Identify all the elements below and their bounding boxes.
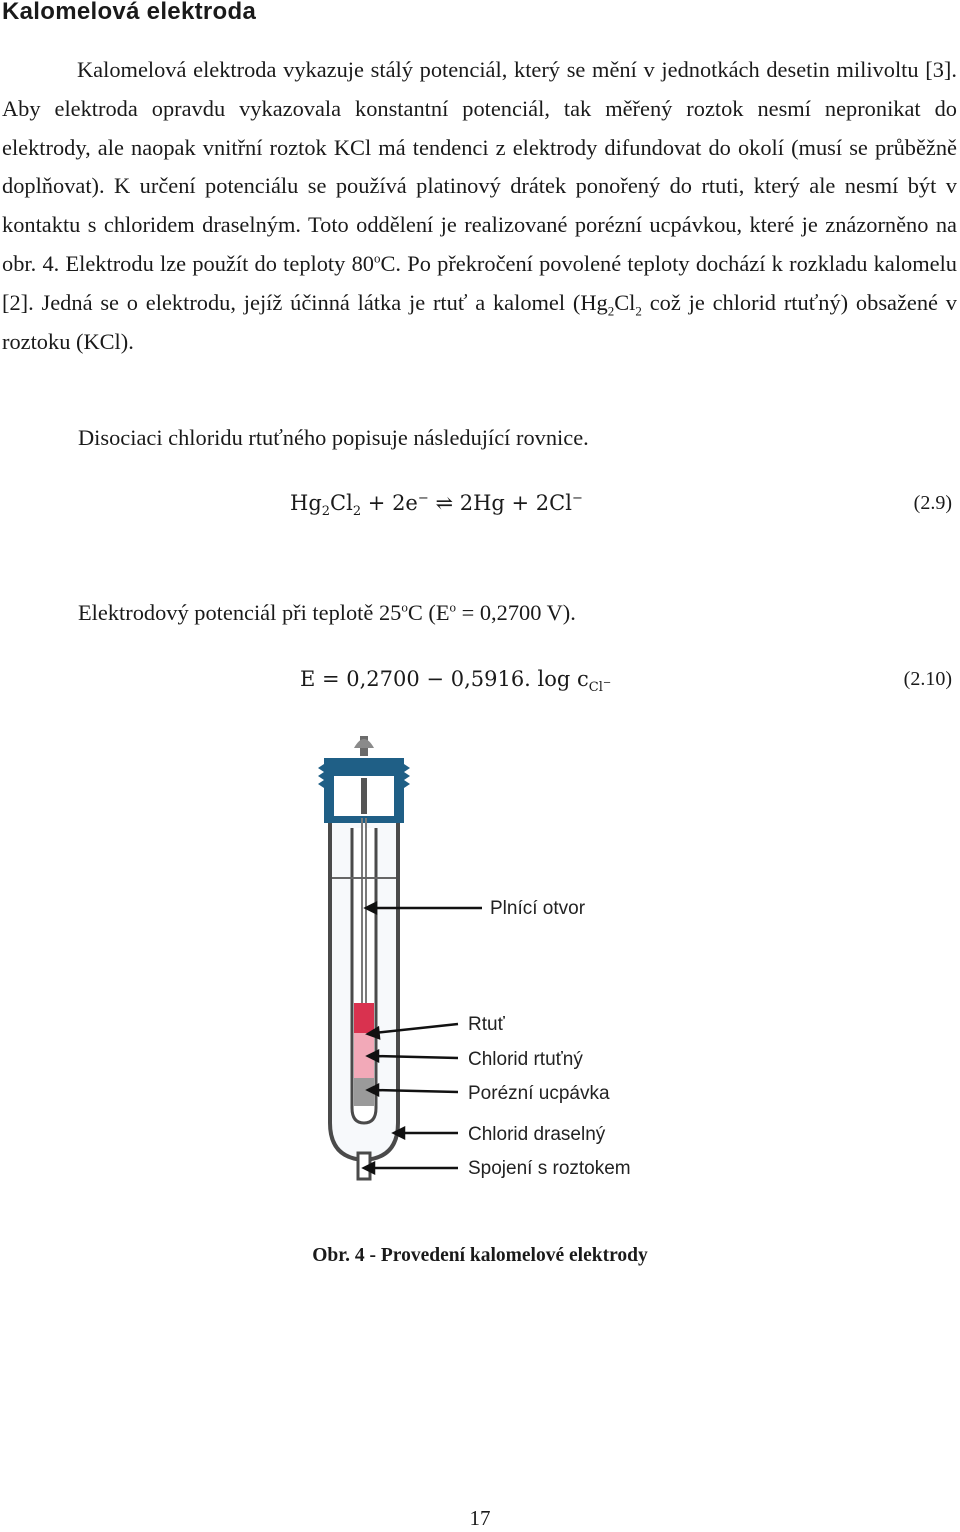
eq-cl: Cl [330, 491, 353, 515]
text: C (E [407, 600, 450, 625]
paragraph-text-b: C. Po překročení povolené teploty dochází k rozkladu kalomelu [2]. Jedná se o elektrodu, jejíž účinná látka je rtuť a kalomel (Hg [2, 250, 958, 315]
cap-stopper [361, 778, 367, 814]
paragraph-intro [2, 51, 957, 361]
sub-2a: 2 [607, 303, 615, 319]
label-mercury: Rtuť [468, 1014, 505, 1035]
eq-hg: Hg [290, 491, 322, 515]
paragraph-text-d: což je chlorid rtuťný) obsažené v roztoku (KCl). [2, 289, 957, 354]
paragraph-text: Kalomelová elektroda vykazuje stálý potenciál, který se mění v jednotkách desetin milivoltu [3]. Aby elektroda opravdu vykazovala konstantní potenciál, tak měřený roztok nesmí nepronikat do elektrody, ale naopak vnitřní roztok KCl má tendenci z elektrody difundovat do okolí (musí se průběžně doplňovat). K určení potenciálu se používá platinový drátek ponořený do rtuti, který ale nesmí být v kontaktu s chloridem draselným. Toto oddělení je realizované porézní ucpávkou, které je znázorněno na obr. 4. Elektrodu lze použít do teploty 80 [2, 57, 957, 276]
eq-sub [588, 677, 612, 696]
degree-sup: o [373, 250, 381, 266]
paragraph-potential [78, 600, 576, 626]
eq-sub-cl: Cl [588, 680, 603, 696]
knob-head [354, 739, 374, 748]
text: Elektrodový potenciál při teplotě 25 [78, 600, 402, 625]
equation-number-2-9: (2.9) [913, 492, 952, 514]
indent [2, 57, 77, 82]
label-junction: Spojení s roztokem [468, 1158, 631, 1179]
figure-caption: Obr. 4 - Provedení kalomelové elektrody [312, 1245, 648, 1266]
text: = 0,2700 V). [456, 600, 576, 625]
eq-sup: − [417, 491, 429, 506]
equation-2-9 [290, 491, 583, 520]
eq-rhs: 2Hg + 2Cl [459, 491, 572, 515]
page-number: 17 [469, 1506, 491, 1530]
equation-number-2-10: (2.10) [903, 668, 952, 690]
eq-sup: − [571, 491, 583, 506]
sub-2b: 2 [635, 303, 642, 319]
eq-sub-sup: − [602, 677, 612, 689]
equation-2-10 [300, 667, 612, 696]
eq-text: E = 0,2700 − 0,5916. log c [300, 667, 589, 691]
section-heading: Kalomelová elektroda [2, 0, 257, 25]
paragraph-dissociation: Disociaci chloridu rtuťného popisuje následující rovnice. [78, 425, 589, 450]
paragraph-text-c: Cl [614, 289, 636, 315]
eq-sub: 2 [321, 504, 331, 520]
eq-arrow: ⇌ [428, 491, 460, 515]
sup-o: o [449, 599, 457, 615]
mercury-layer [354, 1003, 374, 1033]
label-porous-plug: Porézní ucpávka [468, 1083, 610, 1104]
label-filling-port: Plnící otvor [490, 898, 586, 919]
degree-sup: o [401, 599, 408, 615]
label-kcl: Chlorid draselný [468, 1124, 606, 1145]
eq-sub: 2 [352, 504, 362, 520]
eq-middle: + 2e [361, 491, 418, 515]
calomel-electrode-figure [300, 728, 680, 1188]
label-calomel: Chlorid rtuťný [468, 1049, 583, 1070]
